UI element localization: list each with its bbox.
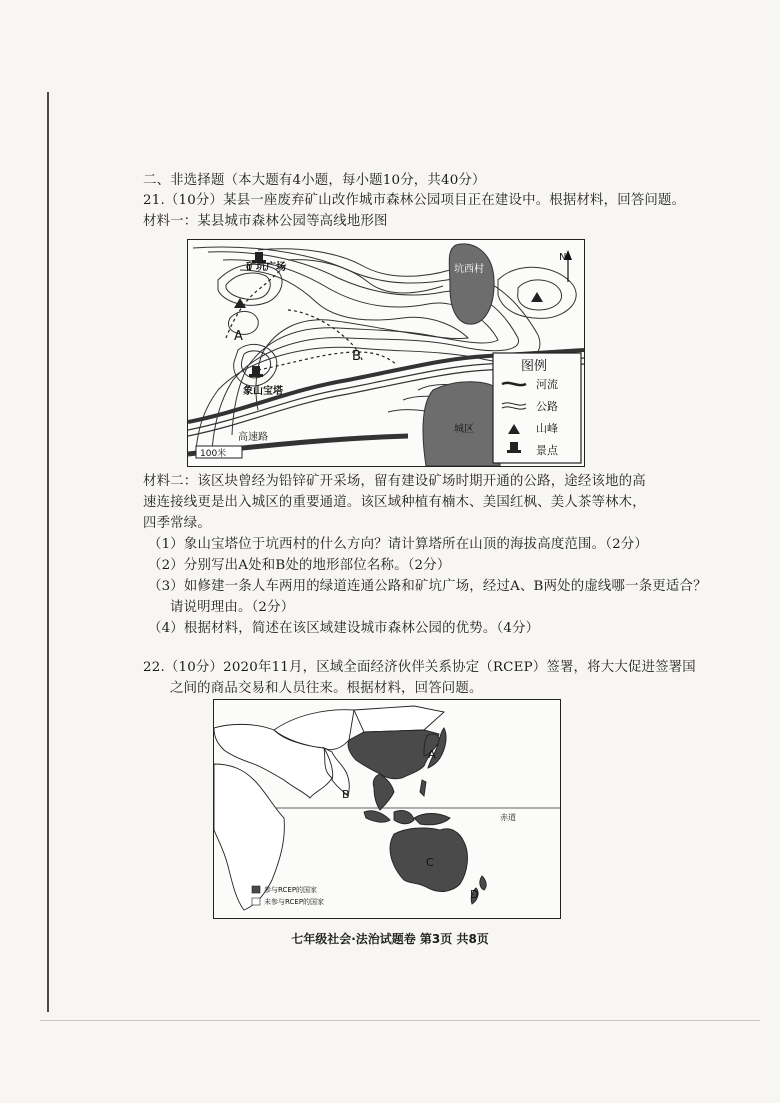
label-a: A (428, 748, 436, 761)
svg-text:公路: 公路 (536, 400, 558, 413)
point-a-label: A (234, 329, 243, 344)
svg-text:山峰: 山峰 (536, 422, 558, 435)
q21-question-2: （2）分别写出A处和B处的地形部位名称。（2分） (148, 558, 451, 573)
city-area-label: 城区 (454, 424, 474, 435)
scale-bar (196, 446, 242, 459)
equator-label: 赤道 (500, 813, 516, 822)
contour-map (187, 239, 585, 467)
label-b: B (342, 788, 350, 801)
q21-material2-line2: 速连接线更是出入城区的重要通道。该区域种植有楠木、美国红枫、美人茶等林木， (143, 495, 646, 510)
svg-text:参与RCEP的国家: 参与RCEP的国家 (264, 886, 318, 894)
kuang-square-label: 矿坑广场 (246, 262, 286, 273)
q21-material2-line3: 四季常绿。 (143, 516, 211, 531)
binding-line (47, 92, 49, 1012)
svg-text:100米: 100米 (200, 449, 227, 459)
expressway-label: 高速路 (238, 432, 268, 443)
q21-material1-title: 材料一：某县城市森林公园等高线地形图 (143, 214, 388, 229)
scenic-spot-icon (249, 366, 263, 377)
q21-stem: 21.（10分）某县一座废弃矿山改作城市森林公园项目正在建设中。根据材料，回答问题。 (143, 193, 686, 208)
page-edge (40, 1020, 760, 1021)
q21-question-3: （3）如修建一条人车两用的绿道连通公路和矿坑广场，经过A、B两处的虚线哪一条更适合？ (148, 579, 707, 594)
section-heading: 二、非选择题（本大题有4小题，每小题10分，共40分） (143, 173, 486, 188)
rcep-member-swatch (252, 886, 260, 893)
q21-question-3-cont: 请说明理由。（2分） (170, 600, 295, 615)
q21-material2-line1: 材料二：该区块曾经为铅锌矿开采场，留有建设矿场时期开通的公路，途经该地的高 (143, 474, 646, 489)
map-legend (493, 353, 581, 463)
svg-text:N: N (559, 252, 567, 263)
q22-stem-line1: 22.（10分）2020年11月，区域全面经济伙伴关系协定（RCEP）签署，将大大促进签署国 (143, 660, 696, 675)
svg-text:河流: 河流 (536, 378, 558, 391)
kengxi-village-label: 坑西村 (454, 264, 484, 275)
label-d: D (470, 888, 479, 901)
q21-question-4: （4）根据材料，简述在该区域建设城市森林公园的优势。（4分） (148, 621, 540, 636)
svg-text:未参与RCEP的国家: 未参与RCEP的国家 (264, 898, 325, 906)
contour-map-figure (188, 240, 584, 466)
xiangshan-tower-label: 象山宝塔 (243, 386, 283, 397)
svg-text:景点: 景点 (536, 444, 558, 457)
point-b-label: B (352, 349, 361, 364)
label-c: C (426, 856, 434, 869)
page-footer: 七年级社会·法治试题卷 第3页 共8页 (291, 932, 489, 946)
rcep-map-figure (214, 700, 560, 918)
legend-title: 图例 (521, 359, 548, 374)
rcep-map (213, 699, 561, 919)
q21-question-1: （1）象山宝塔位于坑西村的什么方向？请计算塔所在山顶的海拔高度范围。（2分） (148, 537, 648, 552)
q22-stem-line2: 之间的商品交易和人员往来。根据材料，回答问题。 (170, 681, 483, 696)
rcep-nonmember-swatch (252, 898, 260, 905)
